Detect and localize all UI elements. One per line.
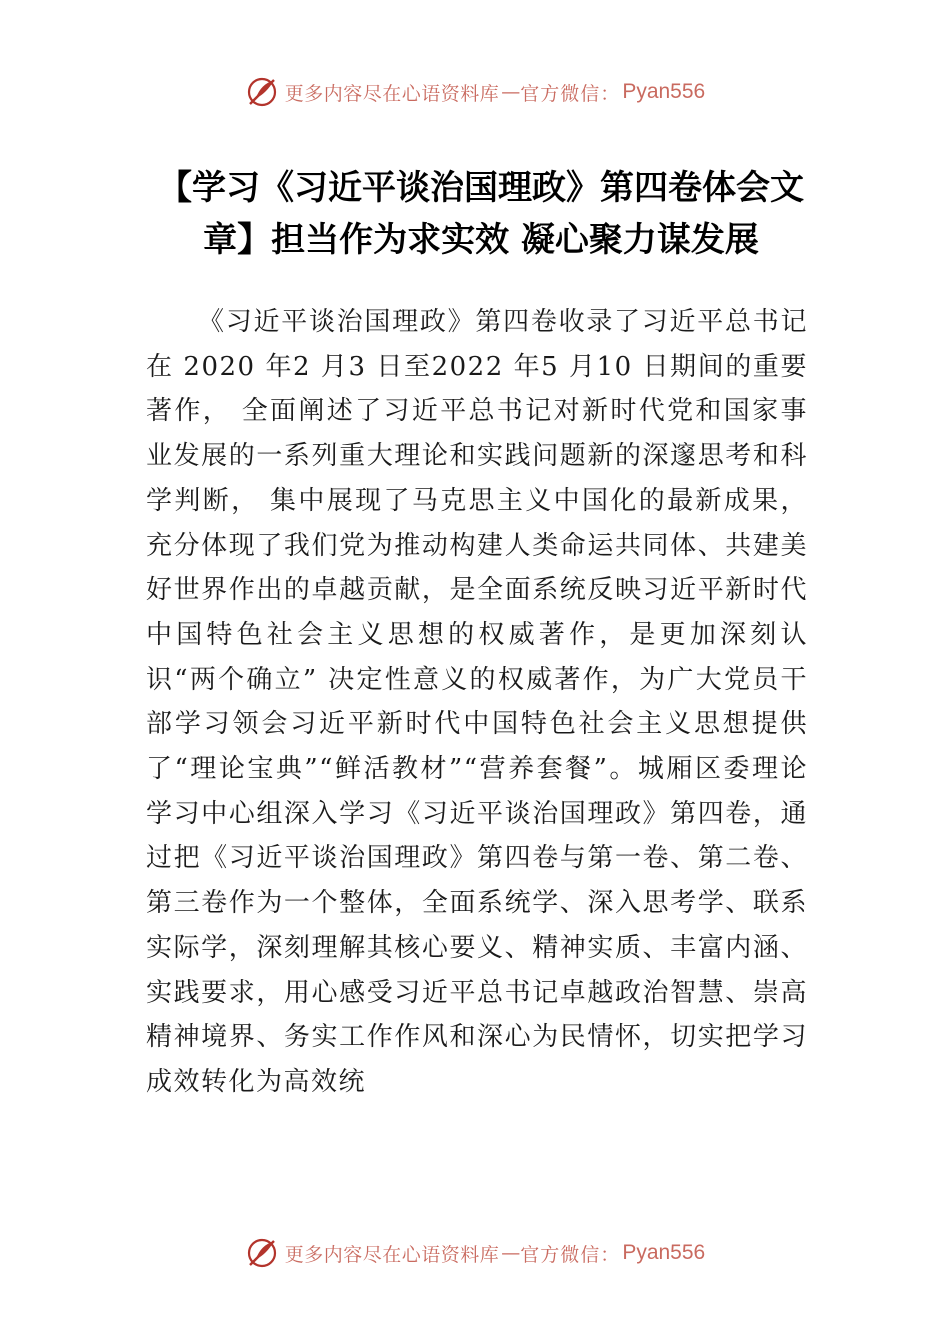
header-separator: — xyxy=(501,81,519,103)
footer-brand-text: 更多内容尽在心语资料库 xyxy=(284,1243,500,1266)
document-title: 【学习《习近平谈治国理政》第四卷体会文章】担当作为求实效 凝心聚力谋发展 xyxy=(158,168,804,260)
quill-logo-icon xyxy=(245,1236,279,1270)
footer-banner xyxy=(0,1231,950,1275)
footer-wechat-label: 官方微信： xyxy=(520,1243,621,1266)
footer-wechat-id: Pyan556 xyxy=(622,1241,706,1264)
footer-separator: — xyxy=(501,1242,519,1264)
header-banner xyxy=(0,70,950,114)
header-brand-text: 更多内容尽在心语资料库 xyxy=(284,82,500,105)
document-paragraph: 《习近平谈治国理政》第四卷收录了习近平总书记在 2020 年2 月3 日至2022 年5 月10 日期间的重要著作， 全面阐述了习近平总书记对新时代党和国家事业发展的一系列重大理论和实践问题新的深邃思考和科学判断， 集中展现了马克思主义中国化的最新成果，充分体现了我们党为推动构建人类命运共同体、共建美好世界作出的卓越贡献，是全面系统反映习近平新时代中国特色社会主义思想的权威著作，是更加深刻认识“两个确立” 决定性意义的权威著作，为广大党员干部学习领会习近平新时代中国特色社会主义思想提供了“理论宝典”“鲜活教材”“营养套餐”。城厢区委理论学习中心组深入学习《习近平谈治国理政》第四卷，通过把《习近平谈治国理政》第四卷与第一卷、第二卷、第三卷作为一个整体，全面系统学、深入思考学、联系实际学，深刻理解其核心要义、精神实质、丰富内涵、实践要求，用心感受习近平总书记卓越政治智慧、崇高精神境界、务实工作作风和深心为民情怀，切实把学习成效转化为高效统 xyxy=(146,307,808,1097)
quill-logo-icon xyxy=(245,75,279,109)
header-wechat-label: 官方微信： xyxy=(520,82,621,105)
header-wechat-id: Pyan556 xyxy=(622,80,706,103)
